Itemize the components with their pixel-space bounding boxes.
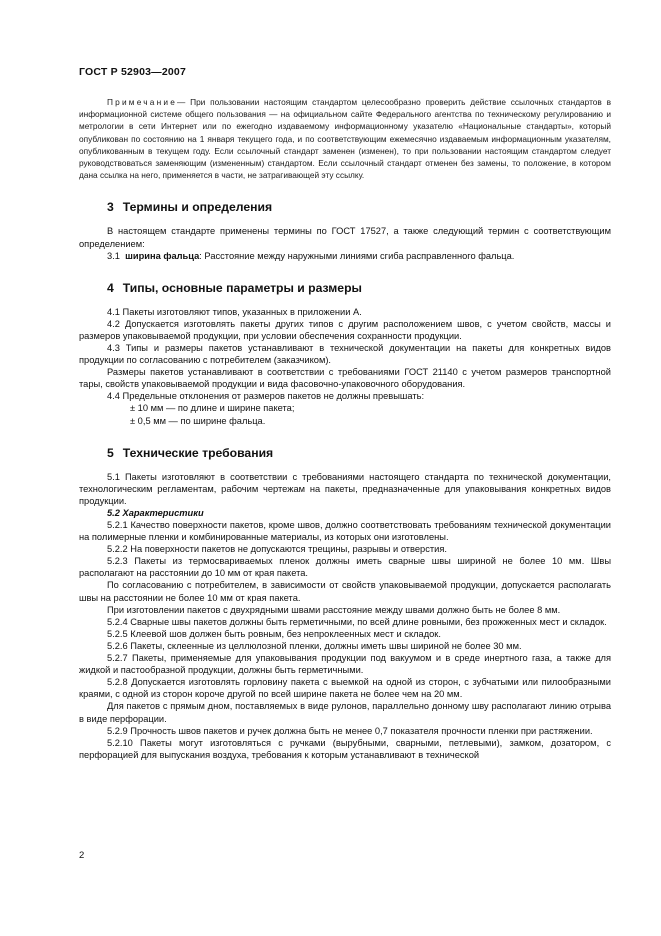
section-4-heading: 4 Типы, основные параметры и размеры (107, 280, 362, 295)
section-5-body (79, 471, 611, 761)
paragraph: 5.2.6 Пакеты, склеенные из целлюлозной пленки, должны иметь швы шириной не более 30 мм. (107, 640, 522, 651)
paragraph: 5.2.2 На поверхности пакетов не допускаются трещины, разрывы и отверстия. (107, 544, 447, 555)
paragraph: При изготовлении пакетов с двухрядными швами расстояние между швами должно быть не более 8 мм. (107, 604, 561, 615)
paragraph: 5.2.4 Сварные швы пакетов должны быть герметичными, по всей длине ровными, без прожженных мест и складок. (107, 616, 607, 627)
paragraph: 5.2.9 Прочность швов пакетов и ручек должна быть не менее 0,7 показателя прочности пленки при растяжении. (107, 725, 593, 736)
paragraph: 4.1 Пакеты изготовляют типов, указанных в приложении А. (107, 306, 362, 317)
subsection-heading: 5.2 Характеристики (107, 507, 204, 518)
tolerance-list (79, 402, 611, 426)
section-5-heading: 5 Технические требования (107, 445, 274, 460)
note-label: Примечание (107, 97, 178, 107)
paragraph: 5.1 Пакеты изготовляют в соответствии с требованиями настоящего стандарта по технической документации, технологическим регламентам, рабочим чертежам на пакеты, предназначенные для упаковывания конкретных видов продукции. (79, 471, 611, 506)
paragraph: Размеры пакетов устанавливают в соответствии с требованиями ГОСТ 21140 с учетом размеров транспортной тары, свойств упаковываемой продукции и вида фасовочно-упаковочного оборудования. (79, 367, 611, 390)
paragraph: 4.4 Предельные отклонения от размеров пакетов не должны превышать: (107, 391, 425, 402)
document-header: ГОСТ Р 52903—2007 (79, 66, 187, 78)
note-text: — При пользовании настоящим стандартом целесообразно проверить действие ссылочных стандартов в информационной системе общего пользования — на официальном сайте Федерального агентства по техническому регулированию и метрологии в сети Интернет или по ежегодно издаваемому информационному указателю «Национальные стандарты», который опубликован по состоянию на 1 января текущего года, и по соответствующим ежемесячно издаваемым информационным указателям, опубликованным в текущем году. Если ссылочный стандарт заменен (изменен), то при пользовании настоящим стандартом следует руководствоваться заменяющим (измененным) стандартом. Если ссылочный стандарт отменен без замены, то положение, в котором дана ссылка на него, применяется в части, не затрагивающей эту ссылку. (79, 97, 611, 181)
term-definition: 3.1 ширина фальца: Расстояние между наружными линиями сгиба расправленного фальца. (107, 250, 515, 261)
paragraph: По согласованию с потребителем, в зависимости от свойств упаковываемой продукции, допускается располагать швы на расстоянии не более 10 мм от края пакета. (79, 580, 611, 603)
paragraph: 5.2.5 Клеевой шов должен быть ровным, без непроклеенных мест и складок. (107, 628, 441, 639)
section-3-heading: 3 Термины и определения (107, 200, 273, 215)
term-name: ширина фальца (125, 250, 200, 261)
section-3-intro: В настоящем стандарте применены термины по ГОСТ 17527, а также следующий термин с соответствующим определением: (79, 226, 611, 249)
section-4-body (79, 306, 611, 427)
note-block (79, 96, 611, 181)
paragraph: 5.2.8 Допускается изготовлять горловину пакета с выемкой на одной из сторон, с зубчатыми или пилообразными краями, с одной из сторон короче другой по всей ширине пакета не более чем на 20 мм. (79, 677, 611, 700)
paragraph: 4.3 Типы и размеры пакетов устанавливают в технической документации на пакеты для конкретных видов продукции по согласованию с потребителем (заказчиком). (79, 342, 611, 366)
paragraph: 5.2.1 Качество поверхности пакетов, кроме швов, должно соответствовать требованиям технической документации на полимерные пленки и комбинированные материалы, из которых они изготовлены. (79, 520, 611, 543)
page-number: 2 (79, 850, 85, 861)
paragraph: 5.2.10 Пакеты могут изготовляться с ручками (вырубными, сварными, петлевыми), замком, дозатором, с перфорацией для выпускания воздуха, требования к которым устанавливают в технической (79, 737, 611, 760)
paragraph: Для пакетов с прямым дном, поставляемых в виде рулонов, параллельно донному шву располагают линию отрыва в виде перфорации. (79, 701, 611, 724)
list-item: ± 0,5 мм — по ширине фальца. (130, 415, 266, 426)
paragraph: 5.2.3 Пакеты из термосвариваемых пленок должны иметь сварные швы шириной не более 10 мм. Швы располагают на расстоянии до 10 мм от края пакета. (79, 556, 611, 579)
paragraph: 4.2 Допускается изготовлять пакеты других типов с другим расположением швов, с учетом свойств, массы и размеров упаковываемой продукции, при условии обеспечения сохранности продукции. (79, 318, 611, 341)
list-item: ± 10 мм — по длине и ширине пакета; (130, 403, 295, 414)
paragraph: 5.2.7 Пакеты, применяемые для упаковывания продукции под вакуумом и в среде инертного газа, а также для жидкой и пастообразной продукции, должны быть герметичными. (79, 653, 611, 676)
document-body (79, 96, 611, 761)
section-3-body (79, 225, 611, 261)
